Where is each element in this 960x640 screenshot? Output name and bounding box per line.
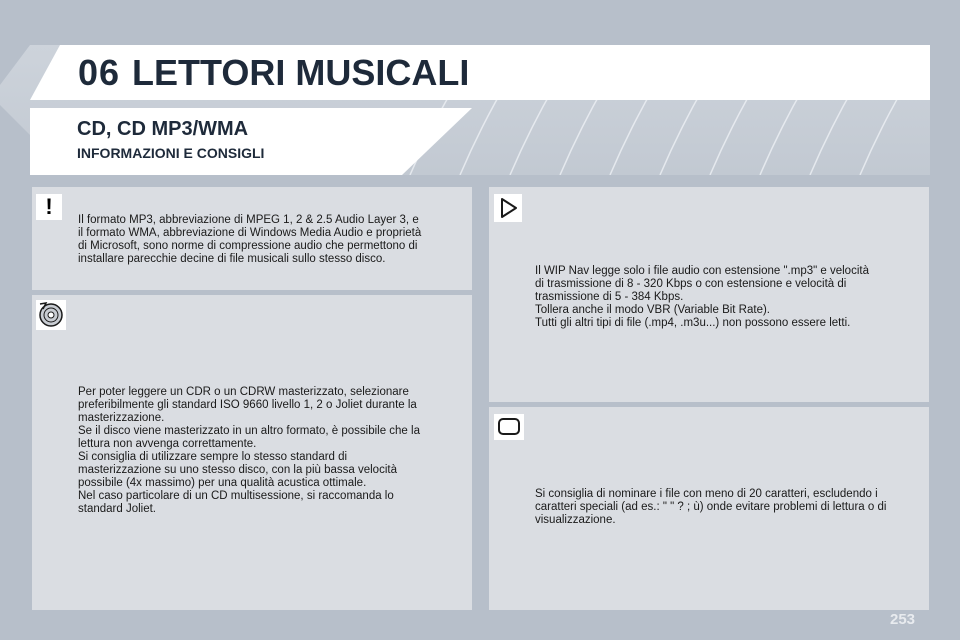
wip-nav-info-text: Il WIP Nav legge solo i file audio con estensione ".mp3" e velocità di trasmissione di 8 - 320 Kbps o con estensione e velocità di trasmissione di 5 - 384 Kbps. Tollera anche il modo VBR (Variable Bit Rate). Tutti gli altri tipi di file (.mp4, .m3u...) non possono essere letti. [535,265,869,329]
section-title: CD, CD MP3/WMA [77,118,249,140]
note-icon [494,414,524,440]
section-subtitle: INFORMAZIONI E CONSIGLI [77,145,265,161]
cdr-info-text: Per poter leggere un CDR o un CDRW masterizzato, selezionare preferibilmente gli standard ISO 9660 livello 1, 2 o Joliet durante la masterizzazione. Se il disco viene masterizzato in un altro formato, è possibile che la lettura non avvenga correttamente. Si consiglia di utilizzare sempre lo stesso standard di masterizzazione su uno stesso disco, con la più bassa velocità possibile (4x massimo) per una qualità acustica ottimale. Nel caso particolare di un CD multisessione, si raccomanda lo standard Joliet. [78,386,420,515]
file-names-info-text: Si consiglia di nominare i file con meno di 20 caratteri, escludendo i caratteri speciali (ad es.: " " ? ; ù) onde evitare problemi di lettura o di visualizzazione. [535,488,887,526]
play-triangle-icon [494,194,522,222]
page-number: 253 [890,611,916,628]
chapter-title: LETTORI MUSICALI [132,52,470,93]
cd-disc-icon [36,300,66,330]
exclamation-icon: ! [36,194,62,220]
formats-info-text: Il formato MP3, abbreviazione di MPEG 1, 2 & 2.5 Audio Layer 3, e il formato WMA, abbreviazione di Windows Media Audio e proprietà di Microsoft, sono norme di compressione audio che permettono di installare parecchie decine di file musicali sullo stesso disco. [78,214,422,265]
chapter-number: 06 [78,52,121,93]
